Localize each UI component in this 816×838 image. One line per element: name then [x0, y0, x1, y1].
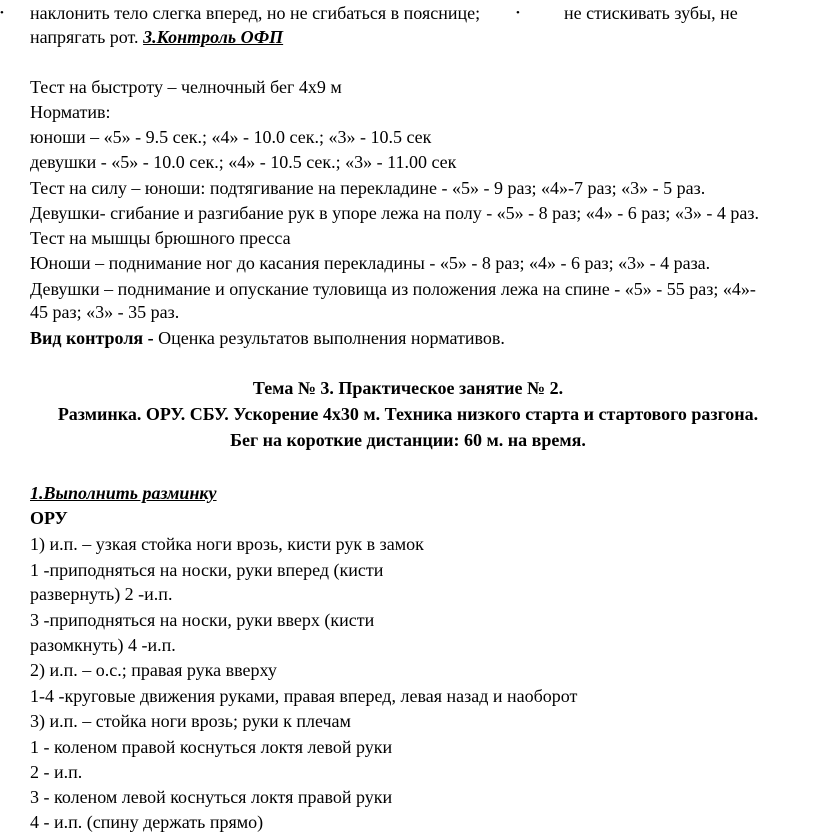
- exercise-line: 3) и.п. – стойка ноги врозь; руки к плечам: [30, 711, 351, 731]
- bullet-marker-2: •: [516, 7, 520, 19]
- exercise-line: 3 - коленом левой коснуться локтя правой руки: [30, 787, 393, 807]
- exercise-line: 3 -приподняться на носки, руки вверх (кисти: [30, 610, 375, 630]
- control-type: [30, 325, 505, 351]
- intro-item-1: [30, 0, 480, 26]
- topic-subtitle-2: Бег на короткие дистанции: 60 м. на время.: [230, 430, 586, 450]
- strength-boys: Тест на силу – юноши: подтягивание на перекладине - «5» - 9 раз; «4»-7 раз; «3» - 5 раз.: [30, 178, 706, 198]
- exercise-line: 2 - и.п.: [30, 762, 83, 782]
- intro-item-2-end-line: [30, 24, 283, 50]
- intro-item-2-start: не стискивать зубы, не: [564, 3, 738, 23]
- abs-boys: Юноши – поднимание ног до касания перекладины - «5» - 8 раз; «4» - 6 раз; «3» - 4 раза.: [30, 253, 711, 273]
- norm-label: Норматив:: [30, 102, 111, 122]
- intro-item-2-end: напрягать рот.: [30, 27, 139, 47]
- abs-test: Тест на мышцы брюшного пресса: [30, 228, 291, 248]
- topic-title: Тема № 3. Практическое занятие № 2.: [252, 378, 564, 398]
- girls-speed-norm: девушки - «5» - 10.0 сек.; «4» - 10.5 сек.; «3» - 11.00 сек: [30, 152, 457, 172]
- exercise-line: развернуть) 2 -и.п.: [30, 584, 173, 604]
- oru-label: ОРУ: [30, 508, 68, 528]
- abs-girls-2: 45 раз; «3» - 35 раз.: [30, 302, 180, 322]
- control-text: Оценка результатов выполнения нормативов.: [153, 328, 505, 348]
- strength-girls: Девушки- сгибание и разгибание рук в упоре лежа на полу - «5» - 8 раз; «4» - 6 раз; «3» - 4 раз.: [30, 203, 759, 223]
- exercise-line: 1) и.п. – узкая стойка ноги врозь, кисти рук в замок: [30, 534, 424, 554]
- speed-test: Тест на быстроту – челночный бег 4х9 м: [30, 77, 342, 97]
- intro-item-1-text: наклонить тело слегка вперед, но не сгибаться в пояснице;: [30, 3, 481, 23]
- warmup-heading: 1.Выполнить разминку: [30, 483, 217, 503]
- boys-speed-norm: юноши – «5» - 9.5 сек.; «4» - 10.0 сек.; «3» - 10.5 сек: [30, 127, 432, 147]
- section-3-heading: 3.Контроль ОФП: [143, 27, 284, 47]
- bullet-marker: •: [0, 7, 4, 19]
- topic-subtitle: Разминка. ОРУ. СБУ. Ускорение 4х30 м. Техника низкого старта и стартового разгона.: [57, 404, 759, 424]
- exercise-line: 1-4 -круговые движения руками, правая вперед, левая назад и наоборот: [30, 686, 578, 706]
- exercise-line: 1 - коленом правой коснуться локтя левой руки: [30, 737, 393, 757]
- exercise-line: 2) и.п. – о.с.; правая рука вверху: [30, 660, 277, 680]
- exercise-line: разомкнуть) 4 -и.п.: [30, 635, 176, 655]
- abs-girls-1: Девушки – поднимание и опускание туловища из положения лежа на спине - «5» - 55 раз; «4»-: [30, 279, 756, 299]
- exercise-line: 4 - и.п. (спину держать прямо): [30, 812, 264, 832]
- control-label: Вид контроля -: [30, 328, 154, 348]
- exercise-line: 1 -приподняться на носки, руки вперед (кисти: [30, 560, 384, 580]
